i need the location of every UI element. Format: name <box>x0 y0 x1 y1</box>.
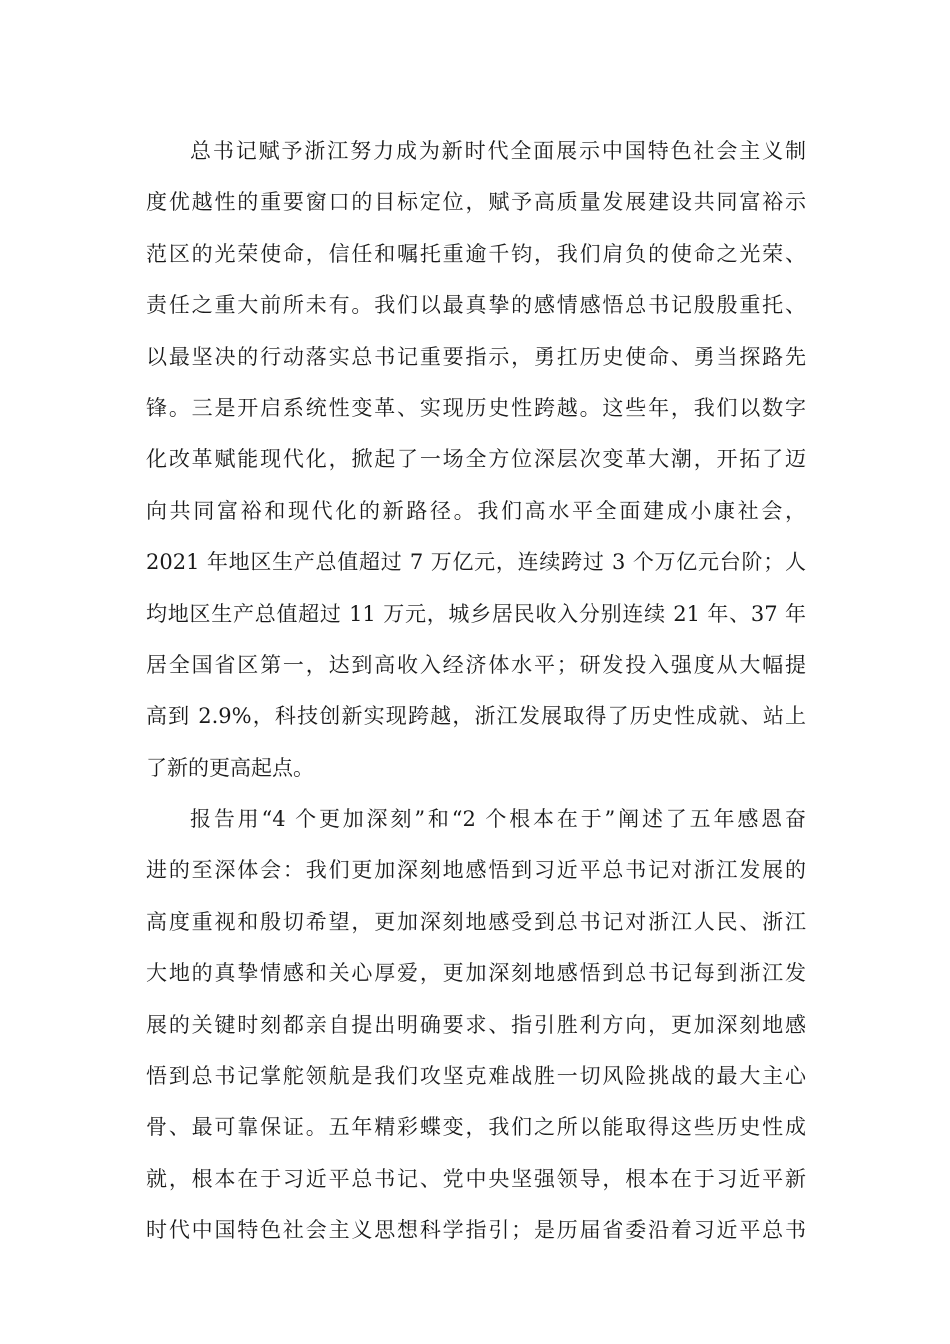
text-line: 以最坚决的行动落实总书记重要指示，勇扛历史使命、勇当探路先 <box>146 344 806 369</box>
text-line: 均地区生产总值超过 11 万元，城乡居民收入分别连续 21 年、37 年 <box>146 601 806 626</box>
text-line: 总书记赋予浙江努力成为新时代全面展示中国特色社会主义制 <box>190 139 806 163</box>
text-line: 报告用“4 个更加深刻”和“2 个根本在于”阐述了五年感恩奋 <box>190 807 806 832</box>
text-line: 了新的更高起点。 <box>146 755 314 780</box>
paragraph-2 <box>146 794 806 1257</box>
text-line: 时代中国特色社会主义思想科学指引；是历届省委沿着习近平总书 <box>146 1218 806 1243</box>
text-line: 2021 年地区生产总值超过 7 万亿元，连续跨过 3 个万亿元台阶；人 <box>146 550 806 575</box>
text-line: 就，根本在于习近平总书记、党中央坚强领导，根本在于习近平新 <box>146 1166 806 1191</box>
text-line: 锋。三是开启系统性变革、实现历史性跨越。这些年，我们以数字 <box>146 395 806 420</box>
text-line: 居全国省区第一，达到高收入经济体水平；研发投入强度从大幅提 <box>146 652 806 677</box>
document-body <box>146 126 806 1257</box>
text-line: 大地的真挚情感和关心厚爱，更加深刻地感悟到总书记每到浙江发 <box>146 961 806 986</box>
text-line: 范区的光荣使命，信任和嘱托重逾千钧，我们肩负的使命之光荣、 <box>146 241 806 266</box>
text-line: 高到 2.9%，科技创新实现跨越，浙江发展取得了历史性成就、站上 <box>146 704 806 729</box>
text-line: 展的关键时刻都亲自提出明确要求、指引胜利方向，更加深刻地感 <box>146 1012 806 1037</box>
paragraph-1 <box>146 126 806 794</box>
text-line: 责任之重大前所未有。我们以最真挚的感情感悟总书记殷殷重托、 <box>146 293 806 318</box>
text-line: 度优越性的重要窗口的目标定位，赋予高质量发展建设共同富裕示 <box>146 190 806 215</box>
text-line: 进的至深体会：我们更加深刻地感悟到习近平总书记对浙江发展的 <box>146 858 806 883</box>
text-line: 向共同富裕和现代化的新路径。我们高水平全面建成小康社会， <box>146 498 806 523</box>
text-line: 高度重视和殷切希望，更加深刻地感受到总书记对浙江人民、浙江 <box>146 909 806 934</box>
text-line: 悟到总书记掌舵领航是我们攻坚克难战胜一切风险挑战的最大主心 <box>146 1064 806 1089</box>
text-line: 化改革赋能现代化，掀起了一场全方位深层次变革大潮，开拓了迈 <box>146 447 806 472</box>
text-line: 骨、最可靠保证。五年精彩蝶变，我们之所以能取得这些历史性成 <box>146 1115 806 1140</box>
